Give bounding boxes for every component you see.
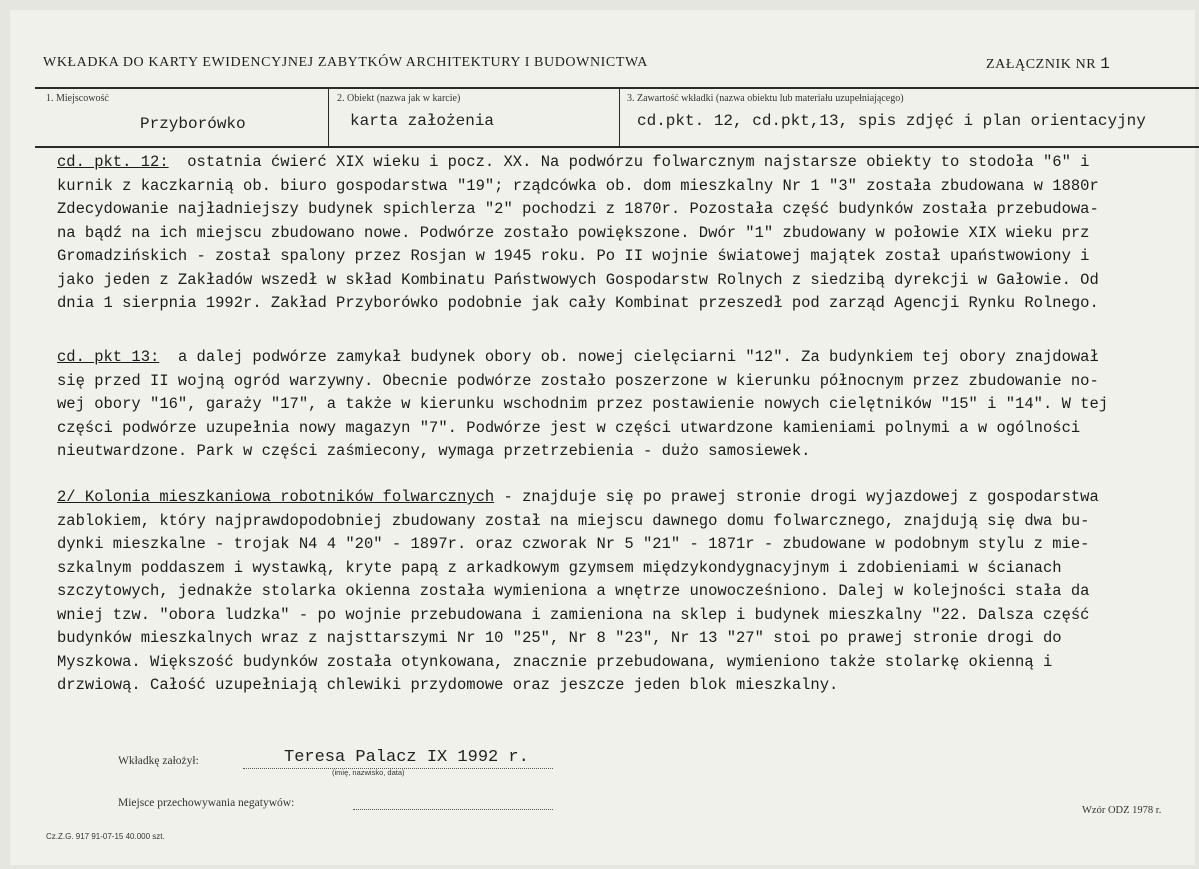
- field-divider-1: [328, 88, 329, 146]
- field-value-contents: cd.pkt. 12, cd.pkt,13, spis zdjęć i plan orientacyjny: [637, 112, 1146, 130]
- text-line: się przed II wojną ogród warzywny. Obecnie podwórze zostało poszerzone w kierunku północnym przez zbudowanie no-: [57, 371, 1099, 390]
- text-line: budynków mieszkalnych wraz z najsttarszymi Nr 10 "25", Nr 8 "23", Nr 13 "27" stoi po prawej stronie drogi do: [57, 629, 1062, 647]
- text-line: części podwórze uzupełnia nowy magazyn "7". Podwórze jest w części utwardzone kamieniami polnymi a w ogólności: [57, 418, 1081, 437]
- text-line: [57, 486, 1197, 510]
- storage-label: Miejsce przechowywania negatywów:: [118, 797, 295, 809]
- text-line: dynki mieszkalne - trojak N4 4 "20" - 1897r. oraz czworak Nr 5 "21" - 1871r - zbudowane w podobnym stylu z mie-: [57, 535, 1090, 553]
- field-label-contents: 3. Zawartość wkładki (nazwa obiektu lub materiału uzupełniającego): [627, 93, 904, 104]
- author-hint: (imię, nazwisko, data): [332, 768, 405, 777]
- text-line: Zdecydowanie najładniejszy budynek spichlerza "2" pochodzi z 1870r. Pozostała część budynków została przebudowa-: [57, 200, 1099, 218]
- header-rule-top: [35, 87, 1199, 89]
- text-line: jako jeden z Zakładów wszedł w skład Kombinatu Państwowych Gospodarstw Rolnych z siedzibą dyrekcji w Gałowie. Od: [57, 270, 1099, 289]
- section-heading: cd. pkt 13:: [57, 348, 160, 366]
- field-label-locality: 1. Miejscowość: [46, 93, 109, 104]
- text-line: wej obory "16", garaży "17", a także w kierunku wschodnim przez postawienie nowych cielętników "15" i "14". W tej: [57, 395, 1109, 413]
- text-line-content: ostatnia ćwierć XIX wieku i pocz. XX. Na podwórzu folwarcznym najstarsze obiekty to stodoła "6" i: [187, 153, 1090, 171]
- field-label-object: 2. Obiekt (nazwa jak w karcie): [337, 93, 461, 104]
- text-line: na bądź na ich miejscu zbudowano nowe. Podwórze zostało powiększone. Dwór "1" zbudowany w połowie XIX wieku prz: [57, 223, 1090, 242]
- text-line-content: a dalej podwórze zamykał budynek obory ob. nowej cielęciarni "12". Za budynkiem tej obory znajdował: [177, 348, 1099, 366]
- author-label: Wkładkę założył:: [118, 755, 199, 767]
- form-code: Wzór ODZ 1978 r.: [1082, 805, 1162, 816]
- text-line: wniej tzw. "obora ludzka" - po wojnie przebudowana i zamieniona na sklep i budynek mieszkalny "22. Dalsza część: [57, 605, 1090, 624]
- storage-dotted-line: [353, 809, 553, 810]
- text-line-content: - znajduje się po prawej stronie drogi wyjazdowej z gospodarstwa: [503, 488, 1099, 506]
- section-kolonia: [57, 486, 1197, 698]
- text-line: dnia 1 sierpnia 1992r. Zakład Przyborówko podobnie jak cały Kombinat przeszedł pod zarząd Agencji Rynku Rolnego.: [57, 294, 1099, 312]
- section-heading: cd. pkt. 12:: [57, 153, 169, 171]
- text-line: kurnik z kaczkarnią ob. biuro gospodarstwa "19"; rządcówka ob. dom mieszkalny Nr 1 "3" została zbudowana w 1880r: [57, 176, 1099, 195]
- annex-label: [986, 55, 1110, 73]
- document-title: WKŁADKA DO KARTY EWIDENCYJNEJ ZABYTKÓW ARCHITEKTURY I BUDOWNICTWA: [43, 55, 648, 70]
- author-signature: Teresa Palacz IX 1992 r.: [284, 748, 529, 767]
- field-value-locality: Przyborówko: [140, 115, 246, 133]
- header-rule-bottom: [35, 146, 1199, 148]
- text-line: [57, 151, 1197, 175]
- text-line: Myszkowa. Większość budynków została otynkowana, znacznie przebudowana, wymieniono także stolarkę okienną i: [57, 652, 1053, 671]
- text-line: szczytowych, jednakże stolarka okienna została wymieniona a wnętrze unowocześniono. Dalej w kolejności stała da: [57, 582, 1090, 600]
- text-line: Gromadzińskich - został spalony przez Rosjan w 1945 roku. Po II wojnie światowej majątek został upaństwowiony i: [57, 247, 1090, 265]
- section-heading: 2/ Kolonia mieszkaniowa robotników folwarcznych: [57, 488, 495, 506]
- section-pkt12: [57, 151, 1197, 316]
- text-line: zablokiem, który najprawdopodobniej zbudowany został na miejscu dawnego domu folwarcznego, znajdują się dwa bu-: [57, 511, 1090, 530]
- print-info: Cz.Z.G. 917 91-07-15 40.000 szt.: [46, 832, 165, 841]
- text-line: [57, 346, 1197, 370]
- annex-label-text: ZAŁĄCZNIK NR: [986, 57, 1097, 72]
- field-value-object: karta założenia: [350, 112, 495, 130]
- text-line: nieutwardzone. Park w części zaśmiecony, wymaga przetrzebienia - dużo samosiewek.: [57, 442, 811, 460]
- text-line: szkalnym poddaszem i wystawką, kryte papą z arkadkowym gzymsem międzykondygnacyjnym i zdobieniami w ścianach: [57, 558, 1062, 577]
- annex-number: 1: [1100, 55, 1111, 73]
- field-divider-2: [619, 88, 620, 146]
- section-pkt13: [57, 346, 1197, 464]
- text-line: drzwiową. Całość uzupełniają chlewiki przydomowe oraz jeszcze jeden blok mieszkalny.: [57, 676, 839, 694]
